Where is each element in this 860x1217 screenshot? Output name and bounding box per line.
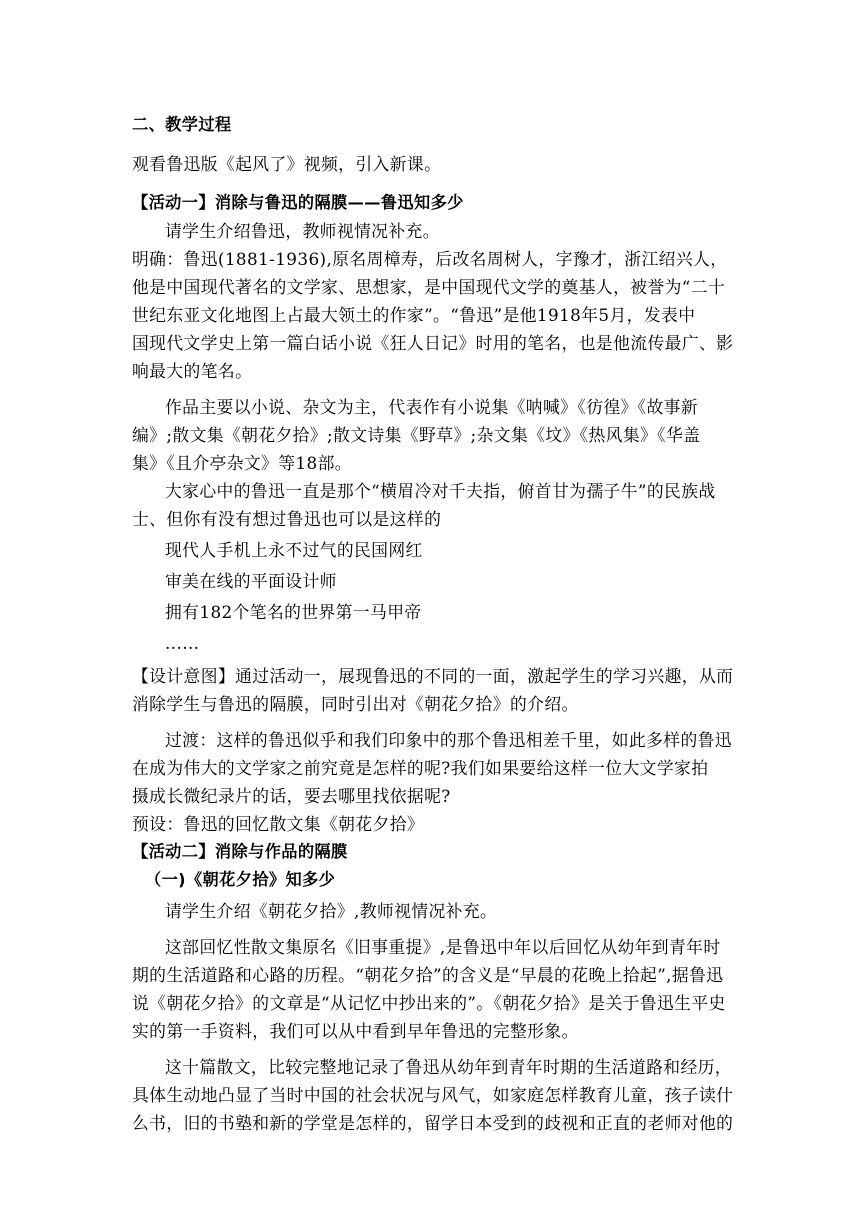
text-line: 么书，旧的书塾和新的学堂是怎样的，留学日本受到的歧视和正直的老师对他的 <box>132 1113 734 1133</box>
transition-line: 在成为伟大的文学家之前究竟是怎样的呢?我们如果要给这样一位大文学家拍 <box>132 758 709 778</box>
activity2-prompt: 请学生介绍《朝花夕拾》,教师视情况补充。 <box>165 901 498 921</box>
transition-line: 摄成长微纪录片的话，要去哪里找依据呢? <box>132 786 451 806</box>
activity1-heading: 【活动一】消除与鲁迅的隔膜——鲁迅知多少 <box>132 193 464 212</box>
preset-line: 预设：鲁迅的回忆散文集《朝花夕拾》 <box>132 814 425 834</box>
text-line: 作品主要以小说、杂文为主，代表作有小说集《呐喊》《彷徨》《故事新 <box>165 397 699 417</box>
text-line: 期的生活道路和心路的历程。“朝花夕拾”的含义是“早晨的花晚上拾起”,据鲁迅 <box>132 965 724 985</box>
text-line: 响最大的笔名。 <box>132 361 253 381</box>
transition-line: 过渡：这样的鲁迅似乎和我们印象中的那个鲁迅相差千里，如此多样的鲁迅 <box>165 730 732 750</box>
intro-line: 观看鲁迅版《起风了》视频，引入新课。 <box>132 154 442 174</box>
text-line: 世纪东亚文化地图上占最大领土的作家”。“鲁迅”是他1918年5月，发表中 <box>132 305 696 325</box>
activity2-heading: 【活动二】消除与作品的隔膜 <box>132 842 348 861</box>
design-intent-line: 消除学生与鲁迅的隔膜，同时引出对《朝花夕拾》的介绍。 <box>132 694 579 714</box>
text-line: 他是中国现代著名的文学家、思想家，是中国现代文学的奠基人，被誉为“二十 <box>132 277 726 297</box>
text-line: 明确：鲁迅(1881-1936),原名周樟寿，后改名周树人，字豫才，浙江绍兴人， <box>132 249 728 269</box>
list-item: ...... <box>165 633 200 653</box>
list-item: 审美在线的平面设计师 <box>165 571 337 591</box>
text-line: 集》《且介亭杂文》等18部。 <box>132 453 352 473</box>
activity2-subheading: （一)《朝花夕拾》知多少 <box>145 870 336 889</box>
text-line: 国现代文学史上第一篇白话小说《狂人日记》时用的笔名，也是他流传最广、影 <box>132 333 734 353</box>
activity1-prompt: 请学生介绍鲁迅，教师视情况补充。 <box>165 221 440 241</box>
section-title: 二、教学过程 <box>132 115 232 134</box>
text-line: 实的第一手资料，我们可以从中看到早年鲁迅的完整形象。 <box>132 1021 579 1041</box>
text-line: 大家心中的鲁迅一直是那个“横眉冷对千夫指，俯首甘为孺子牛”的民族战 <box>165 481 716 501</box>
design-intent-line: 【设计意图】通过活动一，展现鲁迅的不同的一面，激起学生的学习兴趣，从而 <box>132 666 734 686</box>
list-item: 拥有182个笔名的世界第一马甲帝 <box>165 602 422 622</box>
text-line: 编》;散文集《朝花夕拾》;散文诗集《野草》;杂文集《坟》《热风集》《华盖 <box>132 425 701 445</box>
text-line: 说《朝花夕拾》的文章是“从记忆中抄出来的”。《朝花夕拾》是关于鲁迅生平史 <box>132 993 726 1013</box>
text-line: 士、但你有没有想过鲁迅也可以是这样的 <box>132 509 442 529</box>
text-line: 具体生动地凸显了当时中国的社会状况与风气，如家庭怎样教育儿童，孩子读什 <box>132 1085 734 1105</box>
text-line: 这部回忆性散文集原名《旧事重提》,是鲁迅中年以后回忆从幼年到青年时 <box>165 937 721 957</box>
list-item: 现代人手机上永不过气的民国网红 <box>165 540 423 560</box>
text-line: 这十篇散文，比较完整地记录了鲁迅从幼年到青年时期的生活道路和经历， <box>165 1057 732 1077</box>
